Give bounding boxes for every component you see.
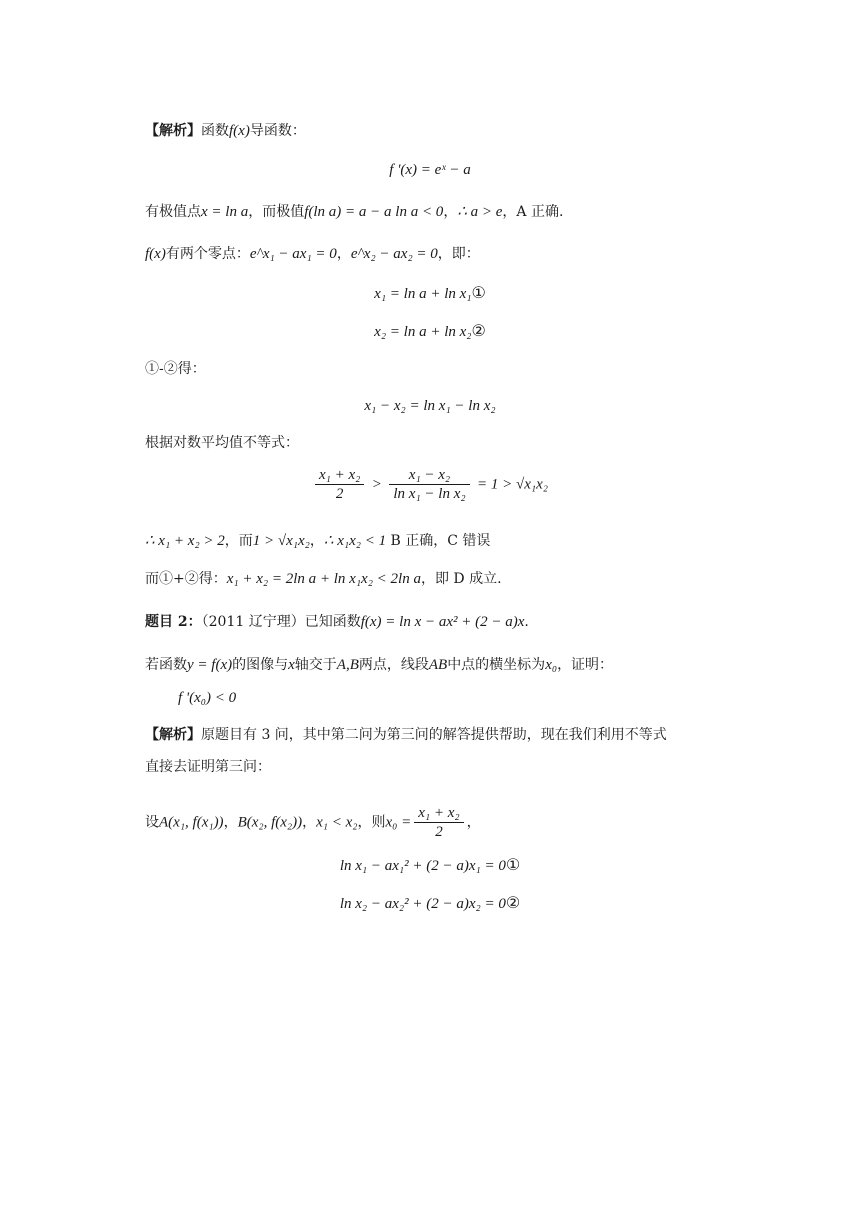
equation-1 [0,283,860,304]
paragraph-extremum [145,202,563,222]
math: f(x) [145,246,166,262]
fraction [414,804,463,841]
math: f(x) [229,123,250,139]
text: 有极值点 [145,204,201,220]
text: ，即： [437,246,480,262]
math: x₁ + x₂ = 2ln a + ln x₁x₂ < 2ln a [226,571,421,587]
math: x₁ = ln a + ln x₁ [374,286,472,302]
analysis-intro [145,121,306,141]
log-mean-intro: 根据对数平均值不等式： [145,435,299,451]
text: ，而极值 [248,204,305,220]
paragraph-conclusion-bc [145,531,490,551]
math: e^x₁ − ax₁ = 0 [249,246,337,262]
analysis-2-continued: 直接去证明第三问： [145,759,271,775]
math: x = ln a [201,204,249,220]
math: ∴ x₁x₂ < 1 [323,533,387,549]
circle-two-mark: ② [471,321,486,340]
math: f(x) = ln x − ax² + (2 − a)x [360,614,525,630]
analysis-2-intro [145,725,667,745]
text: 轴交于 [294,657,337,673]
math: B(x₂, f(x₂)) [237,814,303,831]
math: AB [428,657,448,673]
math: ln x₂ − ax₂² + (2 − a)x₂ = 0 [339,896,506,912]
equation-point-b [0,893,860,914]
equation-derivative: f '(x) = eˣ − a [389,162,471,178]
operator: > [371,476,382,493]
text: ，则 [357,814,386,831]
math: ∴ x₁ + x₂ > 2 [145,533,225,549]
text: ，A 正确. [502,204,564,220]
text: 而①+②得： [145,571,227,587]
text: 中点的横坐标为 [447,657,546,673]
text: ， [223,814,238,831]
problem-2-goal: f '(x₀) < 0 [178,690,237,706]
math: A,B [336,657,359,673]
text: （2011 辽宁理）已知函数 [201,614,361,630]
text: 原题目有 3 问，其中第二问为第三问的解答提供帮助，现在我们利用不等式 [201,727,667,743]
text: ，证明： [557,657,614,673]
text: . [524,614,529,630]
circle-two-mark: ② [505,893,521,912]
analysis-label: 【解析】 [145,123,201,139]
text: ，即 D 成立. [420,571,502,587]
text: 有两个零点： [165,246,250,262]
math: ∴ a > e [457,204,503,220]
problem-2-statement [145,612,529,632]
text: 导函数： [249,123,306,139]
denominator: ln x₁ − ln x₂ [393,486,466,502]
math: ln x₁ − ax₁² + (2 − a)x₁ = 0 [339,858,506,874]
equation-point-a [0,855,860,876]
text: ， [336,246,351,262]
math: x [288,657,295,673]
text: ， [443,204,458,220]
text: 函数 [201,123,229,139]
subtract-step: ①-②得： [145,361,206,377]
math: x₂ = ln a + ln x₂ [374,324,472,340]
math: 1 > √x₁x₂ [252,533,310,549]
problem-2-condition [145,655,613,675]
text: 的图像与 [232,657,289,673]
equation-log-mean-inequality [0,466,860,503]
numerator: x₁ + x₂ [414,804,463,823]
denominator: 2 [335,486,344,502]
paragraph-conclusion-d [145,569,502,589]
analysis-label: 【解析】 [145,727,201,743]
circle-one-mark: ① [505,855,521,874]
numerator: x₁ + x₂ [315,466,364,485]
text: ， [466,814,481,831]
numerator: x₁ − x₂ [389,466,469,485]
fraction [389,466,469,503]
math: f(ln a) = a − a ln a < 0 [304,204,444,220]
text: ，而 [224,533,253,549]
text: 两点，线段 [358,657,429,673]
equation-difference: x₁ − x₂ = ln x₁ − ln x₂ [364,398,496,414]
paragraph-setup-points [145,804,481,841]
text: 若函数 [145,657,187,673]
math: x₁ < x₂ [316,814,358,831]
problem-label: 题目 2： [145,614,202,630]
text: ， [309,533,324,549]
math: = 1 > √x₁x₂ [477,476,549,493]
fraction [315,466,364,503]
text: B 正确，C 错误 [386,533,491,549]
text: 设 [145,814,159,831]
math: x₀ = [385,814,412,831]
text: ， [302,814,317,831]
math: y = f(x) [187,657,233,673]
denominator: 2 [435,824,443,840]
paragraph-zeros [145,244,480,264]
math: x₀ [545,657,558,673]
circle-one-mark: ① [471,283,486,302]
math: A(x₁, f(x₁)) [159,814,224,831]
equation-2 [0,321,860,342]
math: e^x₂ − ax₂ = 0 [350,246,438,262]
